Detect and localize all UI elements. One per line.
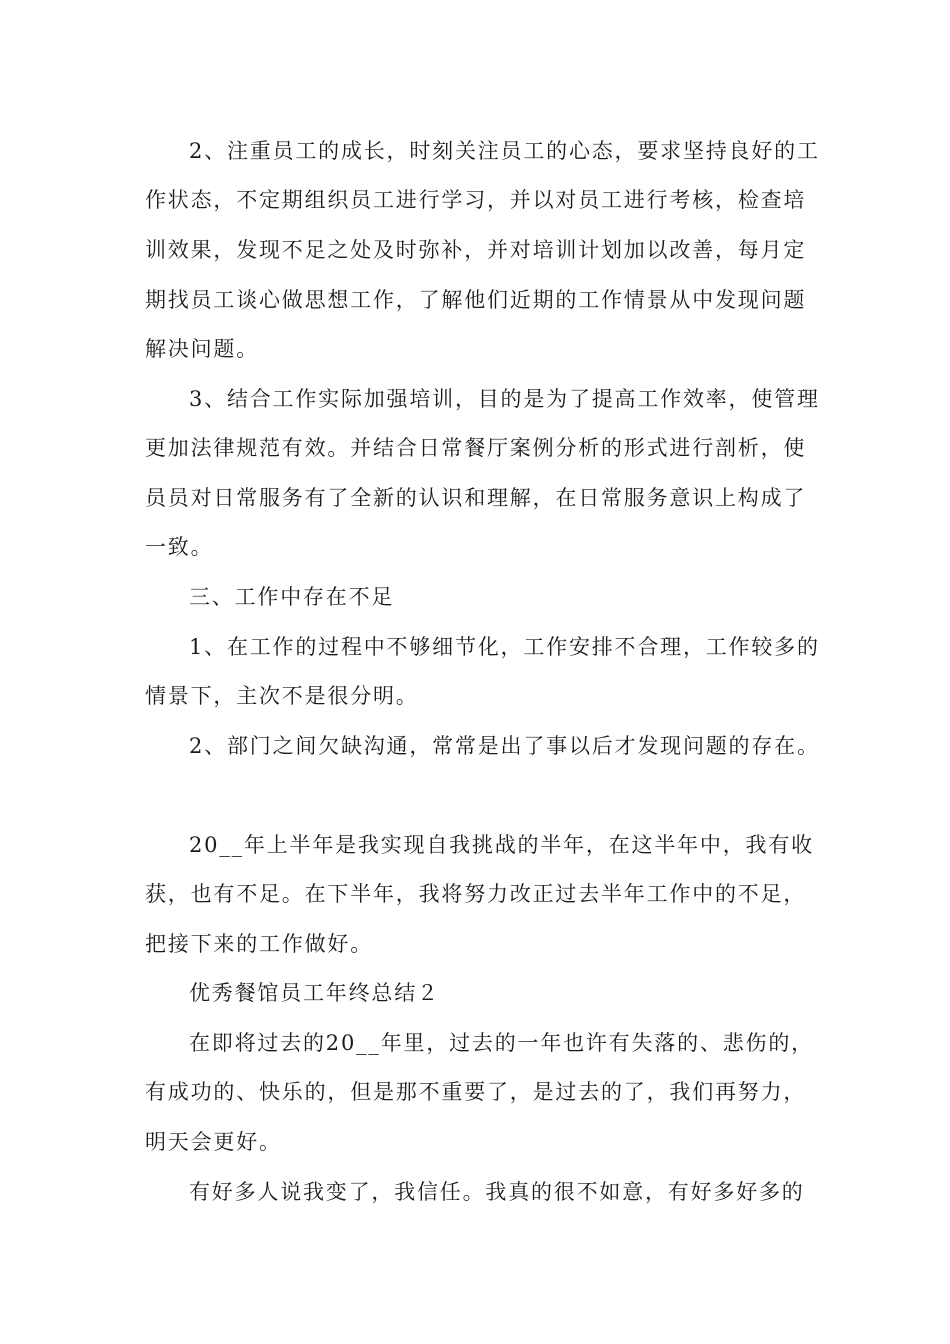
paragraph-line: 更加法律规范有效。并结合日常餐厅案例分析的形式进行剖析，使: [145, 436, 807, 460]
paragraph-line: 解决问题。: [145, 337, 259, 361]
paragraph-line: 1、在工作的过程中不够细节化，工作安排不合理，工作较多的: [189, 635, 820, 659]
paragraph-line: 有成功的、快乐的，但是那不重要了，是过去的了，我们再努力，: [145, 1080, 807, 1104]
paragraph-line: 有好多人说我变了，我信任。我真的很不如意，有好多好多的: [189, 1180, 805, 1204]
paragraph-line: 获，也有不足。在下半年，我将努力改正过去半年工作中的不足，: [145, 882, 807, 906]
paragraph-line: 3、结合工作实际加强培训，目的是为了提高工作效率，使管理: [189, 387, 820, 411]
section-heading: 三、工作中存在不足: [189, 585, 395, 609]
paragraph-line: 训效果，发现不足之处及时弥补，并对培训计划加以改善，每月定: [145, 238, 807, 262]
paragraph-line: 把接下来的工作做好。: [145, 932, 373, 956]
paragraph-line: 情景下，主次不是很分明。: [145, 684, 419, 708]
paragraph-line: 在即将过去的20__年里，过去的一年也许有失落的、悲伤的，: [189, 1031, 814, 1055]
paragraph-line: 员员对日常服务有了全新的认识和理解，在日常服务意识上构成了: [145, 486, 807, 510]
paragraph-line: 作状态，不定期组织员工进行学习，并以对员工进行考核，检查培: [145, 188, 807, 212]
section-title: 优秀餐馆员工年终总结２: [189, 981, 440, 1005]
paragraph-line: 20__年上半年是我实现自我挑战的半年，在这半年中，我有收: [189, 833, 814, 857]
paragraph-line: 2、注重员工的成长，时刻关注员工的心态，要求坚持良好的工: [189, 139, 820, 163]
paragraph-line: 期找员工谈心做思想工作，了解他们近期的工作情景从中发现问题: [145, 288, 807, 312]
paragraph-line: 一致。: [145, 535, 214, 559]
paragraph-line: 2、部门之间欠缺沟通，常常是出了事以后才发现问题的存在。: [189, 734, 820, 758]
paragraph-line: 明天会更好。: [145, 1130, 282, 1154]
